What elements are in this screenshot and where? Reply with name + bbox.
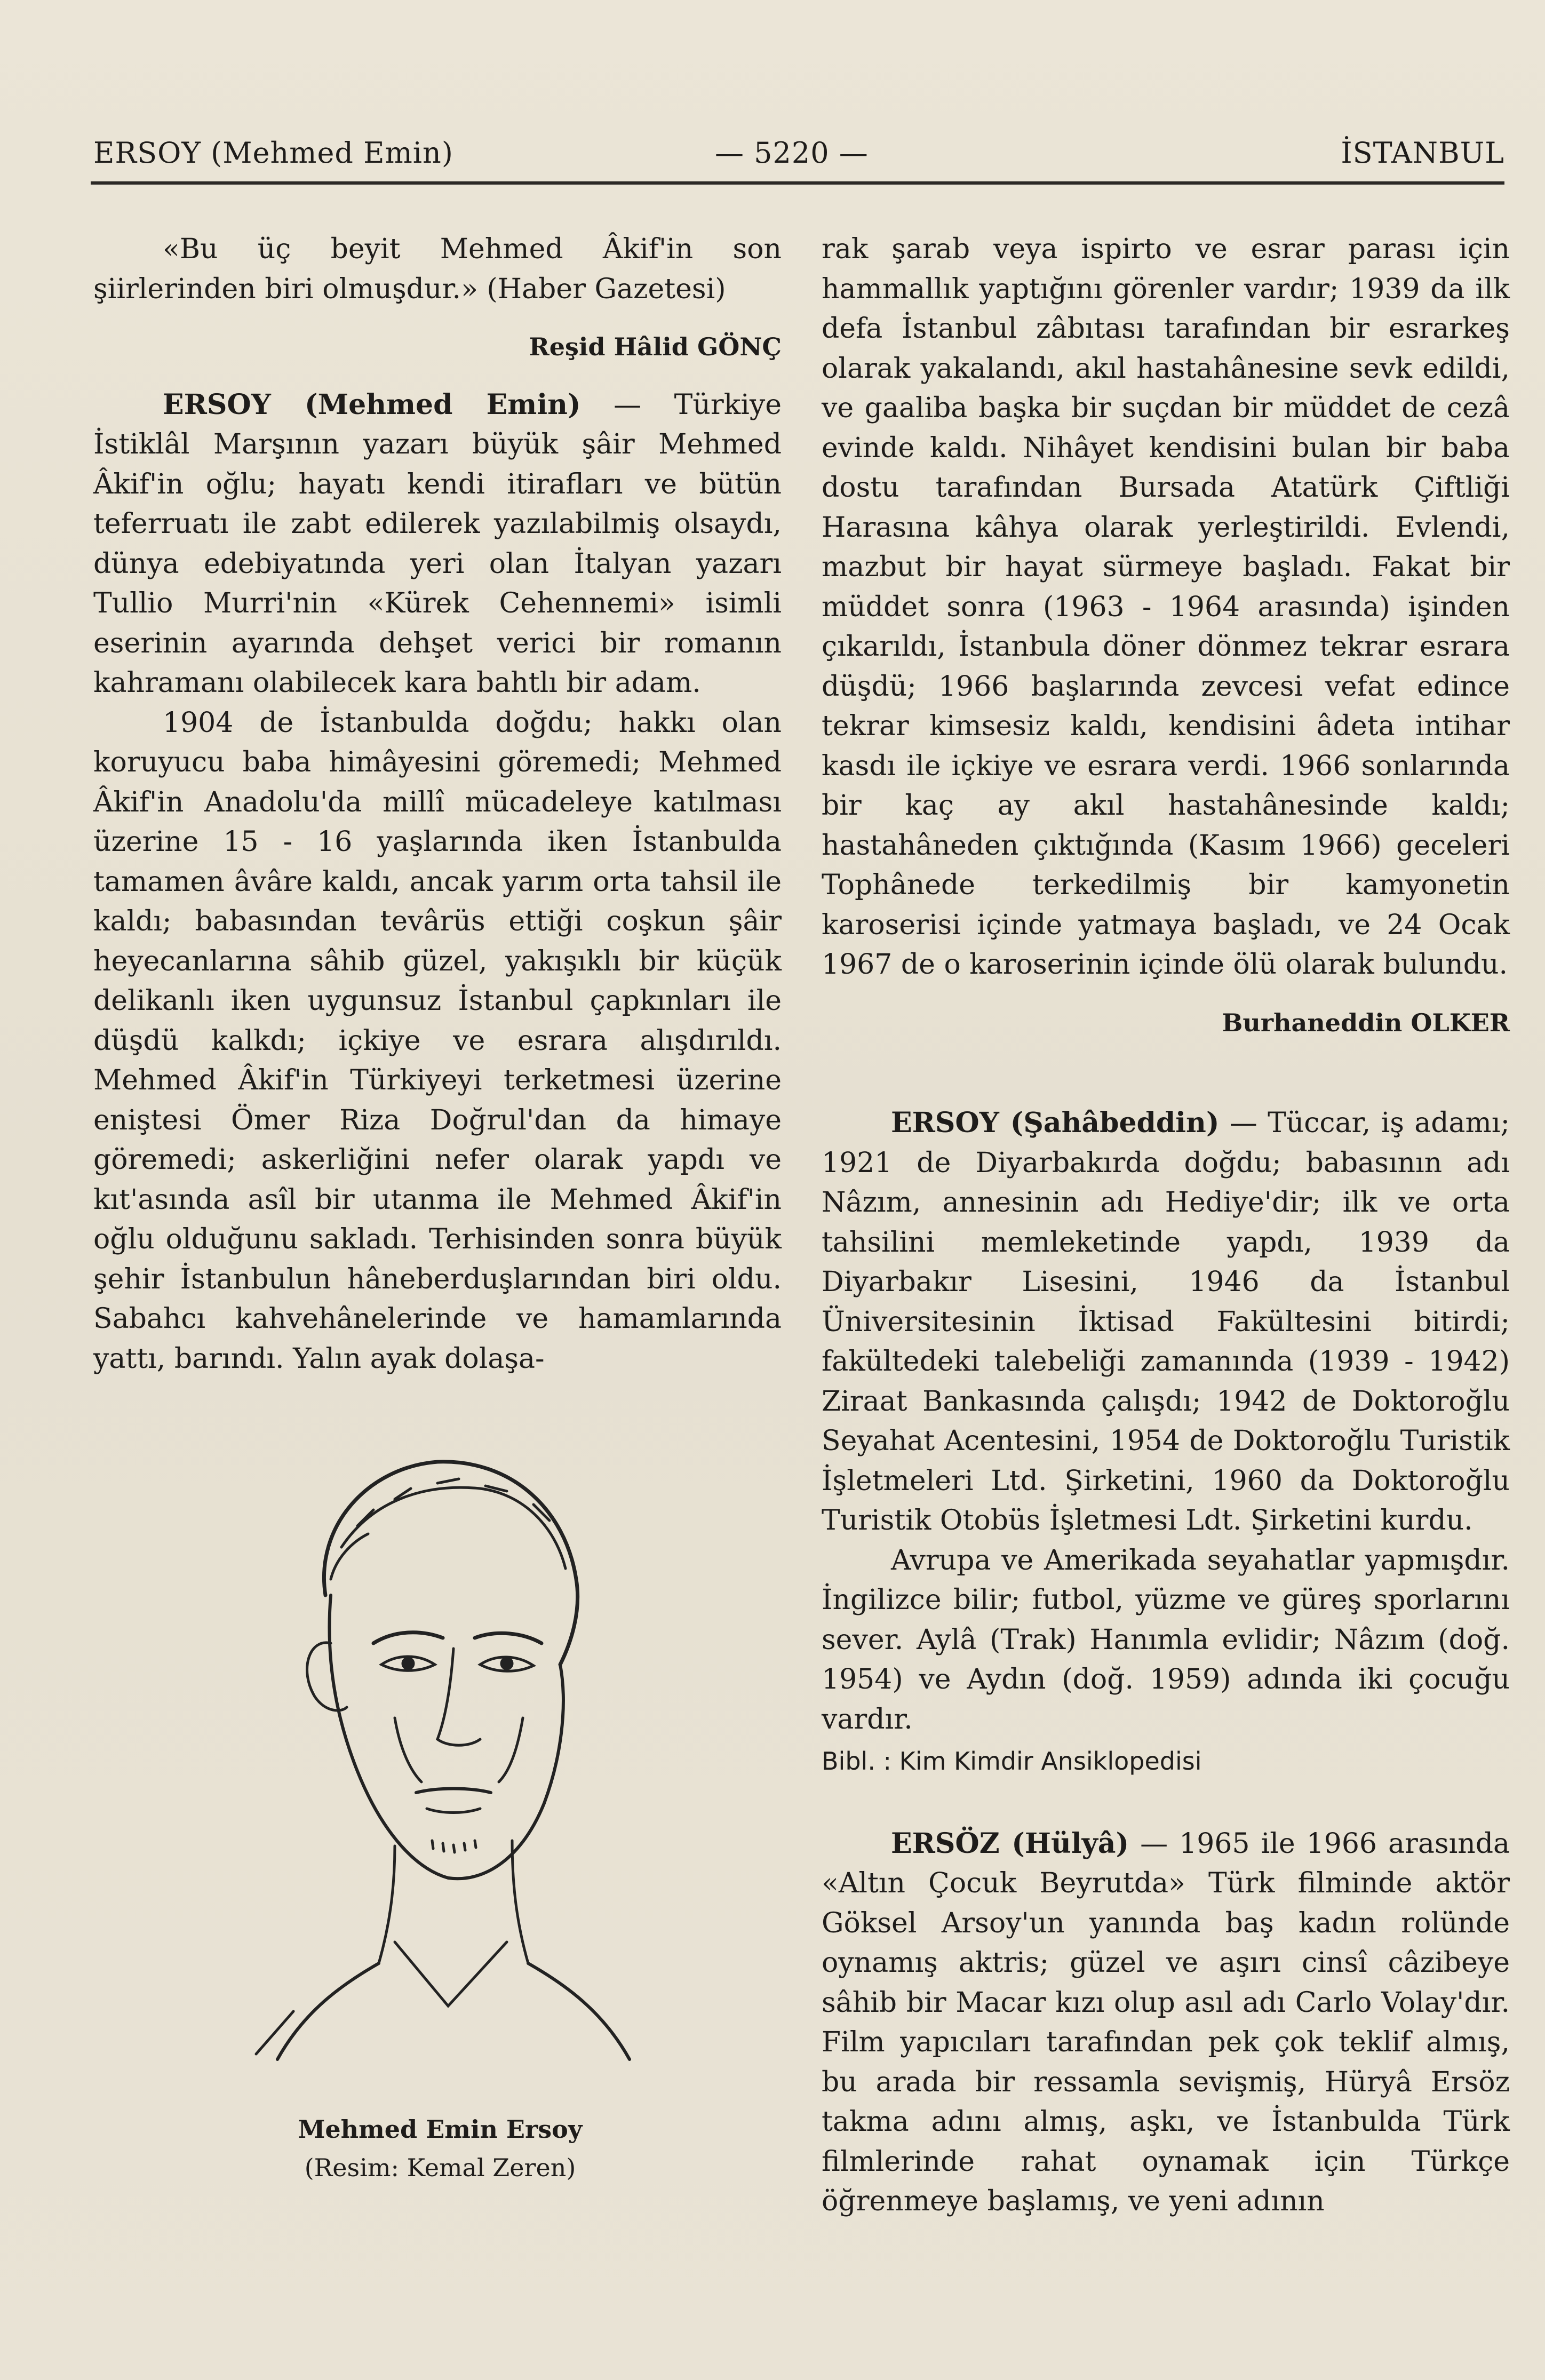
page-header	[93, 136, 1504, 179]
portrait-drawing	[235, 1419, 640, 2091]
entry-gap	[822, 1061, 1510, 1103]
paragraph-continuation: rak şarab veya ispirto ve esrar parası için hammallık yaptığını görenler vardır; 1939 da ilk defa İstanbul zâbıtası tarafından bir esrarkeş olarak yakalandı, akıl hastahânesine sevk edildi, ve gaaliba başka bir suçdan bir müddet de cezâ evinde kaldı. Nihâyet kendisini bulan bir baba dostu tarafından Bursada Atatürk Çiftliği Harasına kâhya olarak yerleştirildi. Evlendi, mazbut bir hayat sürmeye başladı. Fakat bir müddet sonra (1963 - 1964 arasında) işinden çıkarıldı, İstanbula döner dönmez tekrar esrara düşdü; 1966 başlarında zevcesi vefat edince tekrar kimsesiz kaldı, kendisini âdeta intihar kasdı ile içkiye ve esrara verdi. 1966 sonlarında bir kaç ay akıl hastahânesinde kaldı; hastahâneden çıktığında (Kasım 1966) geceleri Tophânede terkedilmiş bir kamyonetin karoserisi içinde yatmaya başladı, ve 24 Ocak 1967 de o karoserinin içinde ölü olarak bulundu.	[822, 233, 1510, 981]
entry-body: — Türkiye İstiklâl Marşının yazarı büyük şâir Mehmed Âkif'in oğlu; hayatı kendi itirafları ve bütün teferruatı ile zabt edilerek yazılabilmiş olsaydı, dünya edebiyatında yeri olan İtalyan yazarı Tullio Murri'nin «Kürek Cehennemi» isimli eserinin ayarında dehşet verici bir romanın kahramanı olabilecek kara bahtlı bir adam.	[93, 388, 782, 699]
page-number: — 5220 —	[715, 136, 869, 170]
signature-gonc: Reşid Hâlid GÖNÇ	[529, 332, 782, 361]
entry-title: ERSOY (Mehmed Emin)	[163, 388, 581, 421]
entry-gap	[822, 1781, 1510, 1824]
entry-title: ERSOY (Şahâbeddin)	[891, 1107, 1220, 1139]
entry-title: ERSÖZ (Hülyâ)	[891, 1827, 1129, 1860]
bibliography: Bibl. : Kim Kimdir Ansiklopedisi	[822, 1747, 1202, 1776]
intro-quote: «Bu üç beyit Mehmed Âkif'in son şiirlerinden biri olmuşdur.» (Haber Gazetesi)	[93, 233, 782, 305]
header-rule	[91, 181, 1504, 185]
paragraph-biography: 1904 de İstanbulda doğdu; hakkı olan koruyucu baba himâyesini göremedi; Mehmed Âkif'in Anadolu'da millî mücadeleye katılması üzerine 15 - 16 yaşlarında iken İstanbulda tamamen âvâre kaldı, ancak yarım orta tahsil ile kaldı; babasından tevârüs ettiği coşkun şâir heyecanlarına sâhib güzel, yakışıklı bir küçük delikanlı iken uygunsuz İstanbul çapkınları ile düşdü kalkdı; içkiye ve esrara alışdırıldı. Mehmed Âkif'in Türkiyeyi terketmesi üzerine eniştesi Ömer Riza Doğrul'dan da himaye göremedi; askerliğini nefer olarak yapdı ve kıt'asında asîl bir utanma ile Mehmed Âkif'in oğlu olduğunu sakladı. Terhisinden sonra büyük şehir İstanbulun hâneberduşlarından biri oldu. Sabahcı kahvehânelerinde ve hamamlarında yattı, barındı. Yalın ayak dolaşa-	[93, 706, 782, 1375]
right-column	[822, 229, 1510, 2222]
entry-ersoz-hulya	[822, 1824, 1510, 2222]
signature-olker: Burhaneddin OLKER	[1222, 1008, 1510, 1037]
portrait-caption	[235, 2110, 646, 2187]
running-head-right: İSTANBUL	[1341, 136, 1504, 170]
entry-body: — Tüccar, iş adamı; 1921 de Diyarbakırda doğdu; babasının adı Nâzım, annesinin adı Hediye'dir; ilk ve orta tahsilini memleketinde yapdı, 1939 da Diyarbakır Lisesini, 1946 da İstanbul Üniversitesinin İktisad Fakültesini bitirdi; fakültedeki talebeliği zamanında (1939 - 1942) Ziraat Bankasında çalışdı; 1942 de Doktoroğlu Seyahat Acentesini, 1954 de Doktoroğlu Turistik İşletmeleri Ltd. Şirketini, 1960 da Doktoroğlu Turistik Otobüs İşletmesi Ldt. Şirketini kurdu.	[822, 1107, 1510, 1537]
entry-body: — 1965 ile 1966 arasında «Altın Çocuk Beyrutda» Türk filminde aktör Göksel Arsoy'un yanında baş kadın rolünde oynamış aktris; güzel ve aşırı cinsî câzibeye sâhib bir Macar kızı olup asıl adı Carlo Volay'dır. Film yapıcıları tarafından pek çok teklif almış, bu arada bir ressamla sevişmiş, Hüryâ Ersöz takma adını almış, aşkı, ve İstanbulda Türk filmlerinde rahat oynamak için Türkçe öğrenmeye başlamış, ve yeni adının	[822, 1827, 1510, 2217]
paragraph-travels: Avrupa ve Amerikada seyahatlar yapmışdır. İngilizce bilir; futbol, yüzme ve güreş sporlarını sever. Aylâ (Trak) Hanımla evlidir; Nâzım (doğ. 1954) ve Aydın (doğ. 1959) adında iki çocuğu vardır.	[822, 1544, 1510, 1736]
caption-credit: (Resim: Kemal Zeren)	[304, 2153, 576, 2182]
running-head-left: ERSOY (Mehmed Emin)	[93, 136, 453, 170]
entry-ersoy-mehmed-emin	[93, 385, 782, 703]
caption-name: Mehmed Emin Ersoy	[298, 2115, 583, 2144]
left-column	[93, 229, 782, 1379]
entry-ersoy-sahabeddin	[822, 1103, 1510, 1541]
